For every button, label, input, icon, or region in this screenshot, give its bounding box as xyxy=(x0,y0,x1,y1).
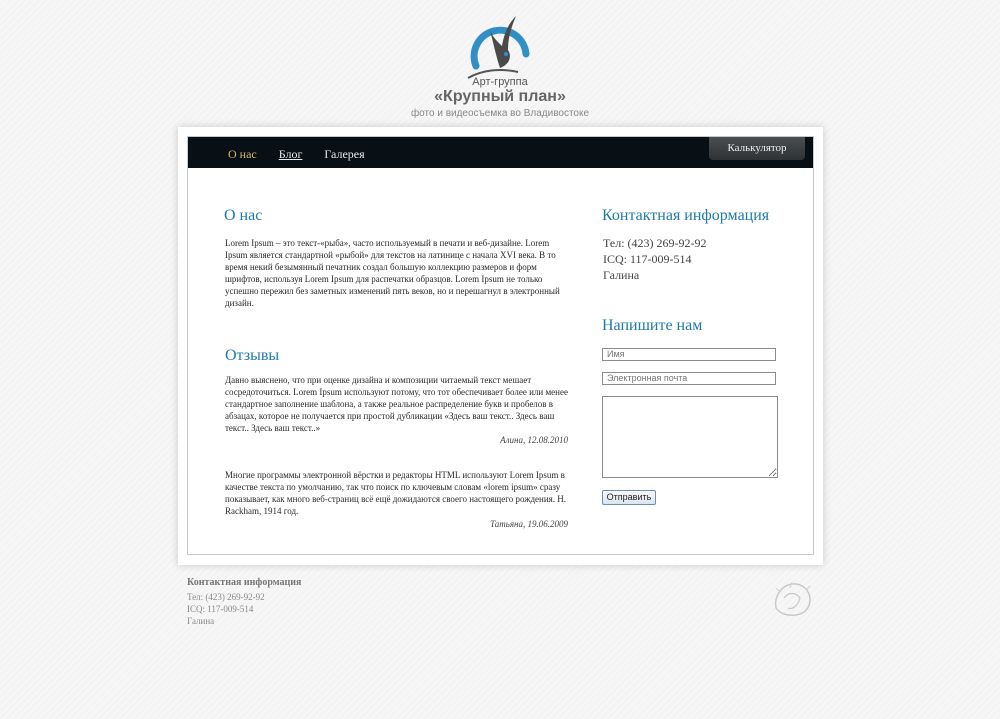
contact-phone: Тел: (423) 269-92-92 xyxy=(603,236,707,250)
brand-pretitle: Арт-группа xyxy=(472,76,528,88)
nav-item-about[interactable]: О нас xyxy=(228,147,257,161)
content-frame xyxy=(178,127,823,565)
email-field[interactable] xyxy=(602,372,776,385)
calculator-button[interactable]: Калькулятор xyxy=(709,137,805,160)
contact-name: Галина xyxy=(603,268,640,282)
review-1-author: Алина, 12.08.2010 xyxy=(500,435,568,445)
brand-tagline: фото и видеосъемка во Владивостоке xyxy=(410,108,590,119)
contact-icq: ICQ: 117-009-514 xyxy=(603,252,692,266)
logo-icon[interactable] xyxy=(462,12,538,84)
footer-icq: ICQ: 117-009-514 xyxy=(187,604,254,614)
nav-menu xyxy=(228,147,365,162)
site-footer xyxy=(187,577,487,627)
message-textarea[interactable] xyxy=(602,396,778,478)
main-navbar xyxy=(188,137,813,168)
brand-title: «Крупный план» xyxy=(434,88,566,105)
about-text: Lorem Ipsum – это текст-«рыба», часто используемый в печати и веб-дизайне. Lorem Ipsum является стандартной «рыбой» для текстов на латинице с начала XVI века. В то время некий безымянный печатник создал большую коллекцию размеров и форм шрифтов, используя Lorem Ipsum для распечатки образцов. Lorem Ipsum не только успешно пережил без заметных изменений пять веков, но и перешагнул в электронный дизайн. xyxy=(225,238,560,308)
about-heading: О нас xyxy=(224,207,263,224)
content-panel xyxy=(187,136,814,555)
footer-name: Галина xyxy=(187,616,215,626)
footer-phone: Тел: (423) 269-92-92 xyxy=(187,592,265,602)
nav-item-blog[interactable]: Блог xyxy=(278,147,303,161)
lion-logo-icon xyxy=(770,578,814,618)
review-2-author: Татьяна, 19.06.2009 xyxy=(490,519,568,529)
nav-item-gallery[interactable]: Галерея xyxy=(324,147,365,161)
footer-contact-heading: Контактная информация xyxy=(187,577,302,588)
reviews-heading: Отзывы xyxy=(225,347,280,364)
name-field[interactable] xyxy=(602,348,776,361)
review-2-text: Многие программы электронной вёрстки и редакторы HTML используют Lorem Ipsum в качестве текста по умолчанию, так что поиск по ключевым словам «lorem ipsum» сразу показывает, как много веб-страниц всё ещё дожидаются своего настоящего рождения. H. Rackham, 1914 год. xyxy=(225,470,567,516)
review-1-text: Давно выяснено, что при оценке дизайна и композиции читаемый текст мешает сосредоточиться. Lorem Ipsum используют потому, что тот обеспечивает более или менее стандартное заполнение шаблона, а также реальное распределение букв и пробелов в абзацах, которое не получается при простой дубликации «Здесь ваш текст.. Здесь ваш текст.. Здесь ваш текст..» xyxy=(225,375,568,433)
site-header xyxy=(0,0,1000,128)
form-heading: Напишите нам xyxy=(602,317,703,334)
submit-button[interactable]: Отправить xyxy=(602,490,656,505)
contact-heading: Контактная информация xyxy=(602,207,770,224)
